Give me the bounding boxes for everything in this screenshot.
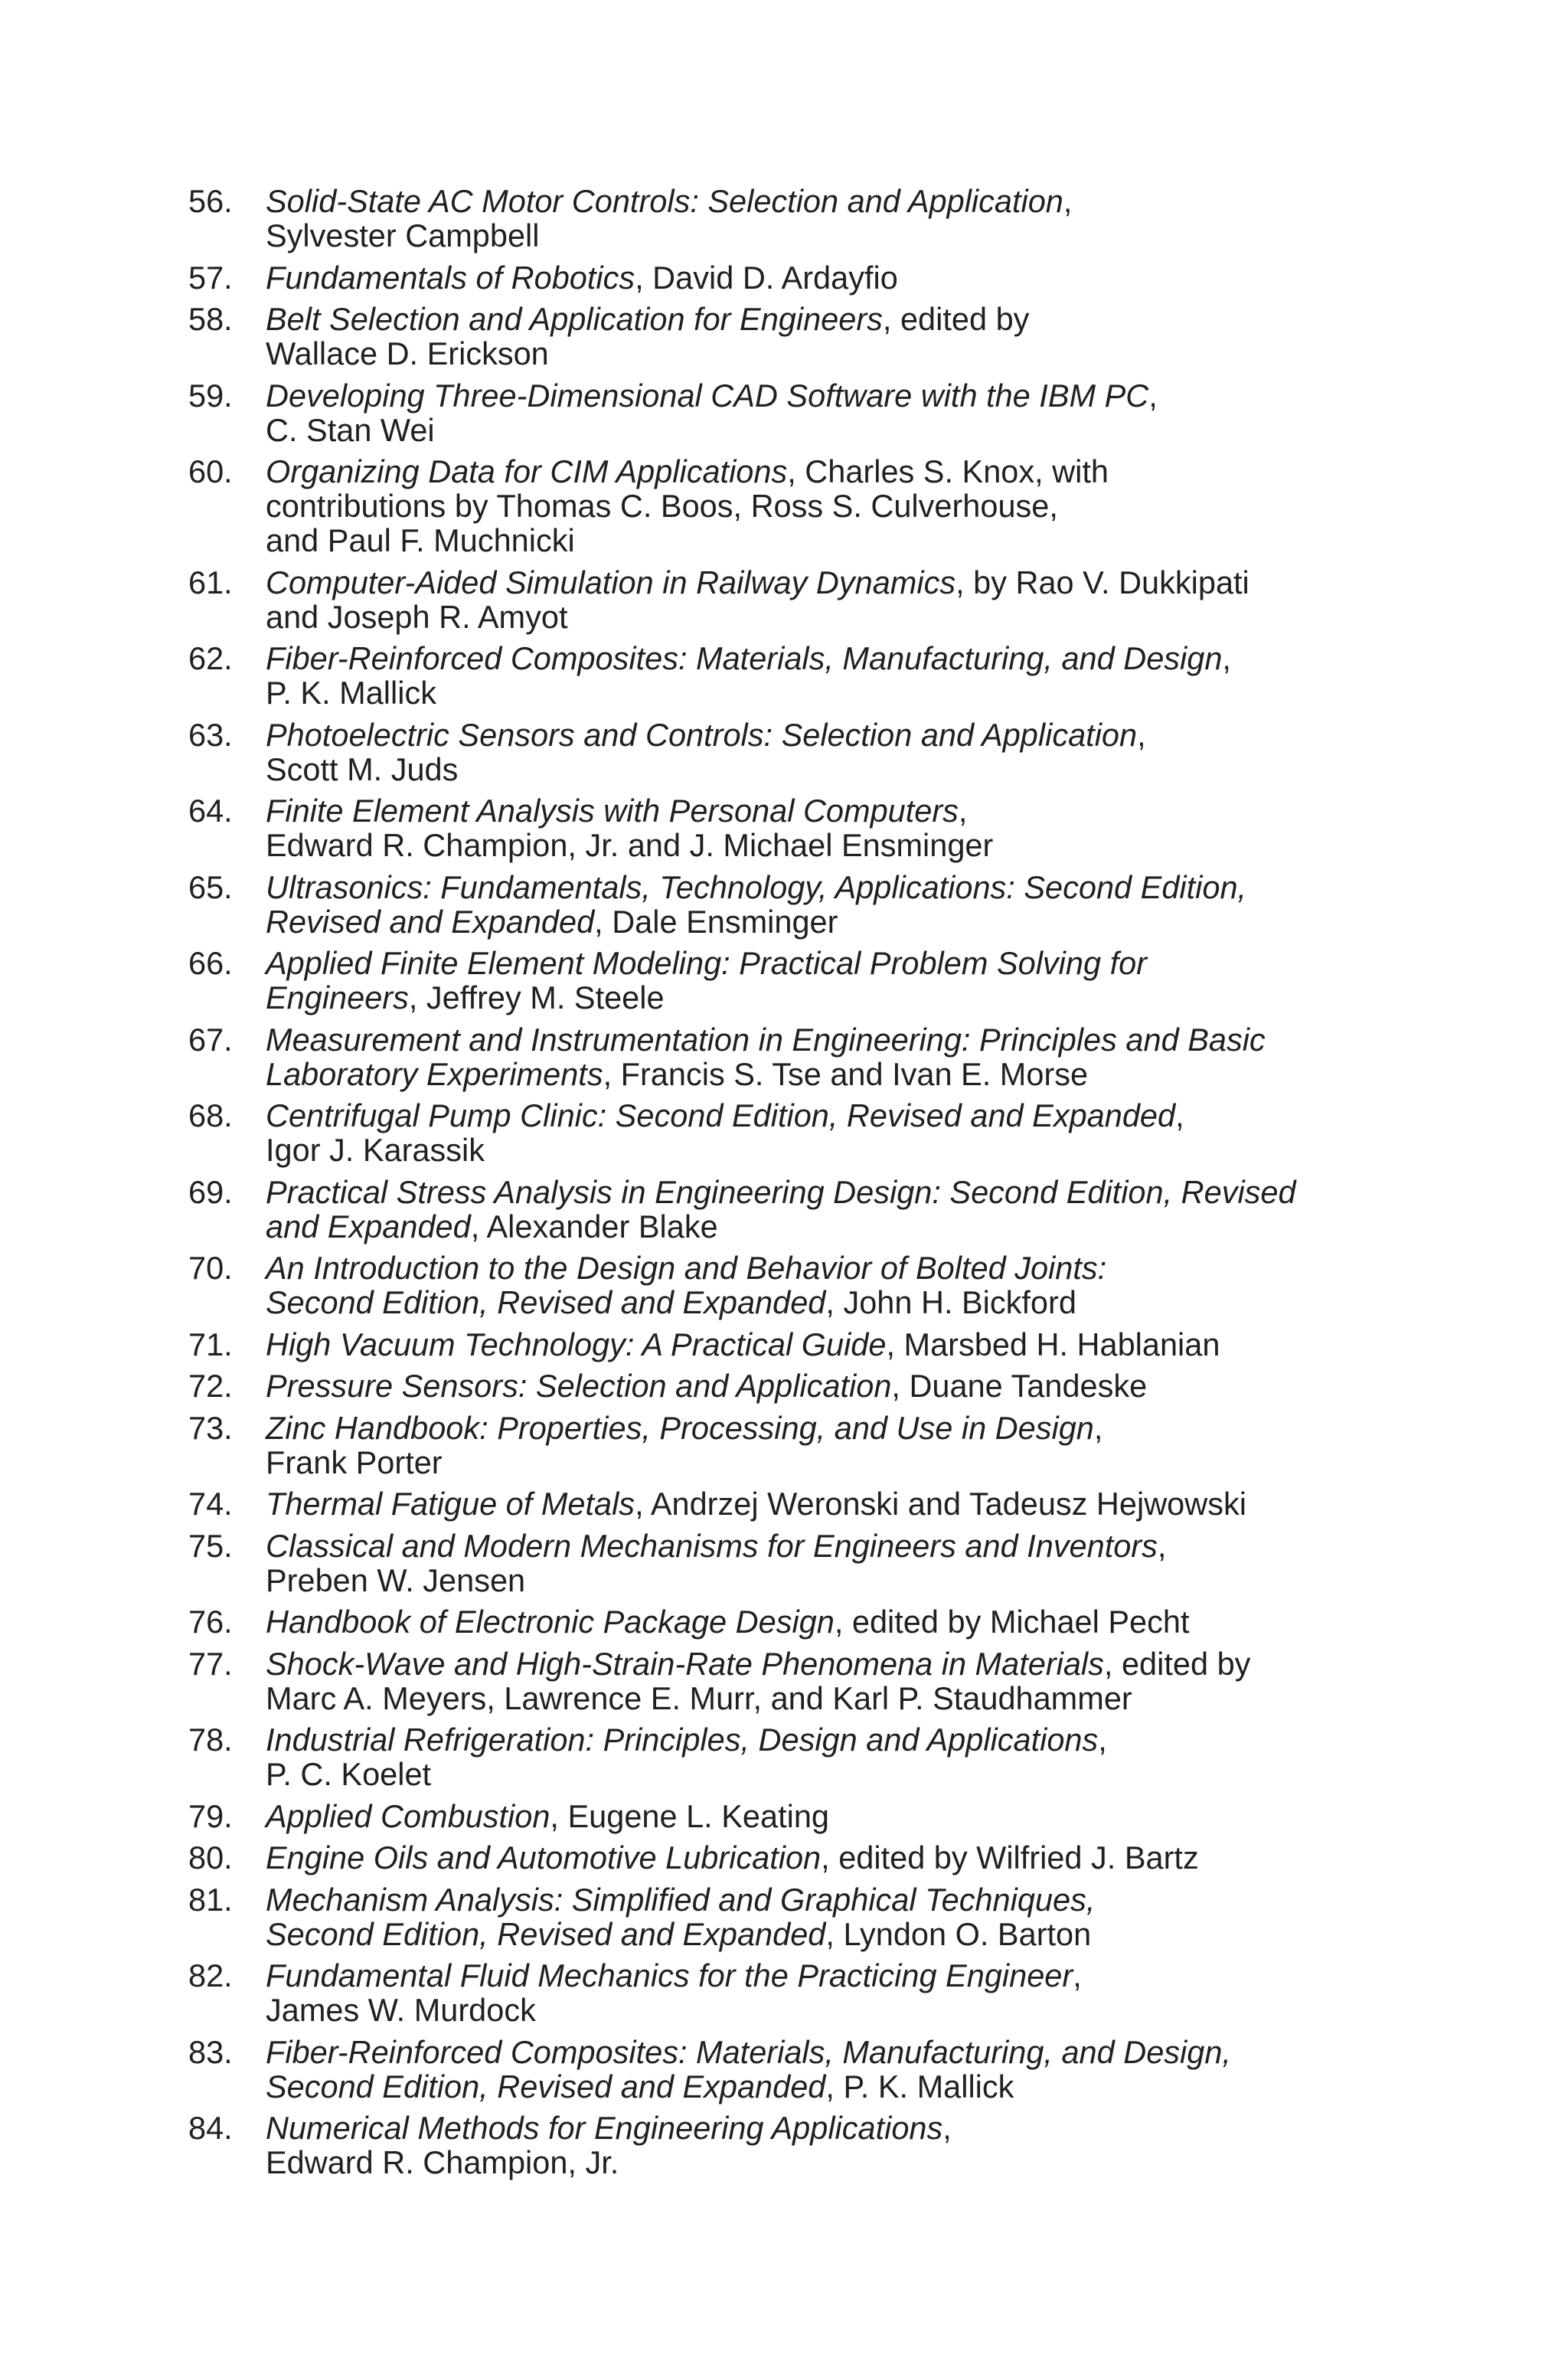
entry-line xyxy=(266,1486,1383,1521)
entry-number: 68. xyxy=(188,1097,233,1133)
book-title: Thermal Fatigue of Metals xyxy=(266,1486,635,1522)
entry-text xyxy=(266,454,1383,558)
entry-detail: , xyxy=(1098,1722,1107,1758)
book-title: Applied Finite Element Modeling: Practical Problem Solving for xyxy=(266,945,1148,981)
entry-line xyxy=(266,641,1383,675)
entry-line xyxy=(266,1722,1383,1757)
entry-text xyxy=(266,1958,1383,2027)
entry-detail: and Joseph R. Amyot xyxy=(266,598,568,635)
entry-detail: Edward R. Champion, Jr. and J. Michael Ensminger xyxy=(266,827,994,863)
entry-detail: , John H. Bickford xyxy=(825,1284,1076,1320)
entry-detail: , P. K. Mallick xyxy=(825,2068,1014,2104)
entry-text xyxy=(266,1369,1383,1403)
entry-number: 59. xyxy=(188,377,233,414)
entry-line xyxy=(266,302,1383,336)
entry-detail: , xyxy=(1063,183,1073,219)
entry-line xyxy=(266,1175,1383,1209)
entry-line xyxy=(266,489,1383,523)
entry-detail: , xyxy=(1148,377,1158,414)
list-item xyxy=(188,793,1383,862)
entry-detail: Edward R. Champion, Jr. xyxy=(266,2144,619,2180)
list-item xyxy=(188,302,1383,371)
entry-line xyxy=(266,1327,1383,1362)
entry-line xyxy=(266,1369,1383,1403)
book-title: Developing Three-Dimensional CAD Software with the IBM PC xyxy=(266,377,1149,414)
book-title: Organizing Data for CIM Applications xyxy=(266,453,788,489)
entry-line xyxy=(266,2111,1383,2145)
entry-line xyxy=(266,1411,1383,1445)
entry-number: 73. xyxy=(188,1409,233,1446)
entry-detail: Wallace D. Erickson xyxy=(266,335,549,371)
list-item xyxy=(188,1722,1383,1791)
entry-detail: P. K. Mallick xyxy=(266,675,436,711)
entry-detail: Igor J. Karassik xyxy=(266,1132,485,1168)
entry-number: 67. xyxy=(188,1021,233,1058)
entry-detail: , Charles S. Knox, with xyxy=(787,453,1109,489)
entry-line xyxy=(266,870,1383,904)
entry-number: 78. xyxy=(188,1722,233,1758)
entry-detail: C. Stan Wei xyxy=(266,411,435,448)
book-title: Measurement and Instrumentation in Engineering: Principles and Basic xyxy=(266,1021,1266,1058)
entry-text xyxy=(266,1251,1383,1320)
book-title: Fundamental Fluid Mechanics for the Practicing Engineer xyxy=(266,1957,1073,1993)
entry-line xyxy=(266,1917,1383,1951)
entry-detail: , Lyndon O. Barton xyxy=(825,1915,1092,1952)
entry-number: 57. xyxy=(188,259,233,296)
entry-text xyxy=(266,565,1383,634)
entry-text xyxy=(266,1799,1383,1833)
book-title: Fiber-Reinforced Composites: Materials, Manufacturing, and Design xyxy=(266,640,1223,676)
entry-number: 79. xyxy=(188,1797,233,1834)
book-title: Laboratory Experiments xyxy=(266,1055,603,1092)
entry-line xyxy=(266,1133,1383,1167)
entry-line xyxy=(266,1840,1383,1875)
book-title: Industrial Refrigeration: Principles, Design and Applications xyxy=(266,1722,1099,1758)
book-title: Shock-Wave and High-Strain-Rate Phenomena in Materials xyxy=(266,1645,1104,1682)
entry-detail: , David D. Ardayfio xyxy=(635,259,898,296)
entry-line xyxy=(266,184,1383,218)
entry-detail: , Marsbed H. Hablanian xyxy=(886,1326,1220,1362)
entry-detail: , edited by xyxy=(882,301,1030,337)
entry-detail: Marc A. Meyers, Lawrence E. Murr, and Karl P. Staudhammer xyxy=(266,1679,1132,1716)
book-title: Finite Element Analysis with Personal Computers xyxy=(266,793,959,829)
book-title: Mechanism Analysis: Simplified and Graphical Techniques, xyxy=(266,1881,1096,1918)
entry-line xyxy=(266,1057,1383,1091)
entry-number: 61. xyxy=(188,564,233,600)
entry-detail: , xyxy=(1137,716,1146,753)
entry-number: 83. xyxy=(188,2033,233,2070)
entry-detail: contributions by Thomas C. Boos, Ross S. Culverhouse, xyxy=(266,488,1058,524)
list-item xyxy=(188,1486,1383,1521)
list-item xyxy=(188,454,1383,558)
entry-line xyxy=(266,218,1383,253)
entry-number: 81. xyxy=(188,1881,233,1918)
list-item xyxy=(188,1251,1383,1320)
entry-detail: , Francis S. Tse and Ivan E. Morse xyxy=(603,1055,1089,1092)
entry-detail: , Jeffrey M. Steele xyxy=(408,979,665,1015)
entry-text xyxy=(266,1882,1383,1951)
entry-number: 80. xyxy=(188,1840,233,1876)
book-title: High Vacuum Technology: A Practical Guide xyxy=(266,1326,887,1362)
list-item xyxy=(188,1175,1383,1244)
entry-number: 58. xyxy=(188,301,233,337)
entry-text xyxy=(266,1486,1383,1521)
entry-text xyxy=(266,946,1383,1015)
entry-line xyxy=(266,1993,1383,2027)
entry-detail: and Paul F. Muchnicki xyxy=(266,522,575,558)
list-item xyxy=(188,378,1383,447)
list-item xyxy=(188,870,1383,939)
entry-text xyxy=(266,378,1383,447)
list-item xyxy=(188,1369,1383,1403)
entry-detail: Scott M. Juds xyxy=(266,751,459,787)
list-item xyxy=(188,718,1383,787)
entry-line xyxy=(266,675,1383,710)
entry-detail: Preben W. Jensen xyxy=(266,1562,526,1598)
entry-detail: James W. Murdock xyxy=(266,1992,536,2028)
entry-detail: , xyxy=(942,2110,952,2146)
entry-line xyxy=(266,752,1383,787)
entry-line xyxy=(266,1958,1383,1993)
entry-line xyxy=(266,378,1383,413)
list-item xyxy=(188,1022,1383,1091)
entry-detail: , xyxy=(1157,1527,1167,1564)
entry-detail: , edited by xyxy=(1103,1645,1251,1682)
entry-number: 60. xyxy=(188,453,233,489)
entry-line xyxy=(266,1098,1383,1133)
entry-text xyxy=(266,870,1383,939)
entry-number: 76. xyxy=(188,1604,233,1640)
entry-text xyxy=(266,1722,1383,1791)
list-item xyxy=(188,1604,1383,1639)
book-title: Centrifugal Pump Clinic: Second Edition, Revised and Expanded xyxy=(266,1097,1176,1133)
entry-text xyxy=(266,1175,1383,1244)
entry-line xyxy=(266,2035,1383,2069)
entry-line xyxy=(266,1757,1383,1791)
entry-line xyxy=(266,1563,1383,1598)
entry-number: 63. xyxy=(188,716,233,753)
book-title: and Expanded xyxy=(266,1208,471,1244)
entry-line xyxy=(266,718,1383,752)
entry-line xyxy=(266,946,1383,980)
entry-number: 70. xyxy=(188,1250,233,1286)
book-title: Fiber-Reinforced Composites: Materials, Manufacturing, and Design, xyxy=(266,2033,1231,2070)
entry-number: 75. xyxy=(188,1527,233,1564)
entry-text xyxy=(266,793,1383,862)
book-title: Engine Oils and Automotive Lubrication xyxy=(266,1840,822,1876)
entry-line xyxy=(266,904,1383,939)
entry-number: 77. xyxy=(188,1645,233,1682)
entry-detail: , Duane Tandeske xyxy=(891,1368,1148,1404)
entry-number: 82. xyxy=(188,1957,233,1993)
entry-detail: , xyxy=(958,793,968,829)
book-title: Photoelectric Sensors and Controls: Selection and Application xyxy=(266,716,1138,753)
book-title: Classical and Modern Mechanisms for Engineers and Inventors xyxy=(266,1527,1158,1564)
entry-text xyxy=(266,1647,1383,1715)
entry-line xyxy=(266,523,1383,558)
entry-line xyxy=(266,600,1383,634)
book-title: Numerical Methods for Engineering Applications xyxy=(266,2110,943,2146)
entry-detail: , by Rao V. Dukkipati xyxy=(956,564,1250,600)
entry-line xyxy=(266,1209,1383,1244)
entry-detail: , Dale Ensminger xyxy=(594,903,838,940)
book-title: Engineers xyxy=(266,979,409,1015)
list-item xyxy=(188,1882,1383,1951)
entry-number: 69. xyxy=(188,1173,233,1210)
entry-number: 71. xyxy=(188,1326,233,1362)
list-item xyxy=(188,1647,1383,1715)
book-title: Zinc Handbook: Properties, Processing, and Use in Design xyxy=(266,1409,1094,1446)
entry-detail: , edited by Wilfried J. Bartz xyxy=(821,1840,1199,1876)
entry-line xyxy=(266,2069,1383,2104)
list-item xyxy=(188,2035,1383,2104)
entry-line xyxy=(266,454,1383,489)
entry-number: 84. xyxy=(188,2110,233,2146)
entry-detail: P. C. Koelet xyxy=(266,1756,432,1792)
entry-line xyxy=(266,1647,1383,1681)
book-title: Solid-State AC Motor Controls: Selection and Application xyxy=(266,183,1063,219)
list-item xyxy=(188,946,1383,1015)
entry-number: 65. xyxy=(188,868,233,905)
entry-number: 74. xyxy=(188,1486,233,1522)
entry-number: 66. xyxy=(188,945,233,981)
entry-text xyxy=(266,302,1383,371)
entry-detail: , Andrzej Weronski and Tadeusz Hejwowski xyxy=(635,1486,1246,1522)
entry-line xyxy=(266,793,1383,828)
list-item xyxy=(188,1958,1383,2027)
book-title: An Introduction to the Design and Behavior of Bolted Joints: xyxy=(266,1250,1107,1286)
entry-detail: Sylvester Campbell xyxy=(266,217,540,253)
book-title: Belt Selection and Application for Engineers xyxy=(266,301,883,337)
book-title: Revised and Expanded xyxy=(266,903,595,940)
entry-line xyxy=(266,336,1383,371)
entry-text xyxy=(266,260,1383,295)
entry-line xyxy=(266,413,1383,447)
entry-line xyxy=(266,2145,1383,2180)
list-item xyxy=(188,260,1383,295)
book-title: Computer-Aided Simulation in Railway Dynamics xyxy=(266,564,956,600)
entry-detail: , xyxy=(1222,640,1231,676)
entry-text xyxy=(266,1604,1383,1639)
entry-number: 56. xyxy=(188,183,233,219)
entry-text xyxy=(266,1098,1383,1167)
entry-line xyxy=(266,1604,1383,1639)
book-title: Pressure Sensors: Selection and Application xyxy=(266,1368,892,1404)
list-item xyxy=(188,565,1383,634)
book-title: Second Edition, Revised and Expanded xyxy=(266,2068,826,2104)
book-series-list xyxy=(188,184,1383,2187)
book-title: Applied Combustion xyxy=(266,1797,550,1834)
book-title: Ultrasonics: Fundamentals, Technology, Applications: Second Edition, xyxy=(266,868,1247,905)
entry-detail: , xyxy=(1073,1957,1082,1993)
entry-text xyxy=(266,184,1383,253)
entry-text xyxy=(266,1840,1383,1875)
entry-text xyxy=(266,641,1383,710)
entry-line xyxy=(266,1799,1383,1833)
entry-detail: , Eugene L. Keating xyxy=(550,1797,829,1834)
entry-detail: , xyxy=(1175,1097,1184,1133)
entry-number: 64. xyxy=(188,793,233,829)
list-item xyxy=(188,1840,1383,1875)
entry-line xyxy=(266,1681,1383,1715)
entry-number: 72. xyxy=(188,1368,233,1404)
book-title: Second Edition, Revised and Expanded xyxy=(266,1284,826,1320)
list-item xyxy=(188,1411,1383,1480)
entry-text xyxy=(266,1022,1383,1091)
entry-text xyxy=(266,2035,1383,2104)
entry-detail: , edited by Michael Pecht xyxy=(834,1604,1190,1640)
entry-text xyxy=(266,1411,1383,1480)
entry-line xyxy=(266,980,1383,1015)
entry-line xyxy=(266,1251,1383,1285)
book-title: Practical Stress Analysis in Engineering Design: Second Edition, Revised xyxy=(266,1173,1296,1210)
entry-text xyxy=(266,1327,1383,1362)
entry-line xyxy=(266,828,1383,862)
list-item xyxy=(188,1799,1383,1833)
entry-text xyxy=(266,718,1383,787)
list-item xyxy=(188,1098,1383,1167)
book-title: Fundamentals of Robotics xyxy=(266,259,635,296)
entry-number: 62. xyxy=(188,640,233,676)
list-item xyxy=(188,2111,1383,2180)
entry-line xyxy=(266,1022,1383,1057)
entry-line xyxy=(266,1529,1383,1563)
entry-line xyxy=(266,1285,1383,1320)
list-item xyxy=(188,1327,1383,1362)
entry-line xyxy=(266,1445,1383,1480)
list-item xyxy=(188,641,1383,710)
list-item xyxy=(188,1529,1383,1598)
list-item xyxy=(188,184,1383,253)
entry-line xyxy=(266,260,1383,295)
book-title: Second Edition, Revised and Expanded xyxy=(266,1915,826,1952)
entry-detail: , Alexander Blake xyxy=(470,1208,718,1244)
entry-line xyxy=(266,565,1383,600)
entry-text xyxy=(266,1529,1383,1598)
entry-text xyxy=(266,2111,1383,2180)
entry-detail: , xyxy=(1093,1409,1103,1446)
entry-line xyxy=(266,1882,1383,1917)
entry-detail: Frank Porter xyxy=(266,1444,443,1480)
book-title: Handbook of Electronic Package Design xyxy=(266,1604,835,1640)
